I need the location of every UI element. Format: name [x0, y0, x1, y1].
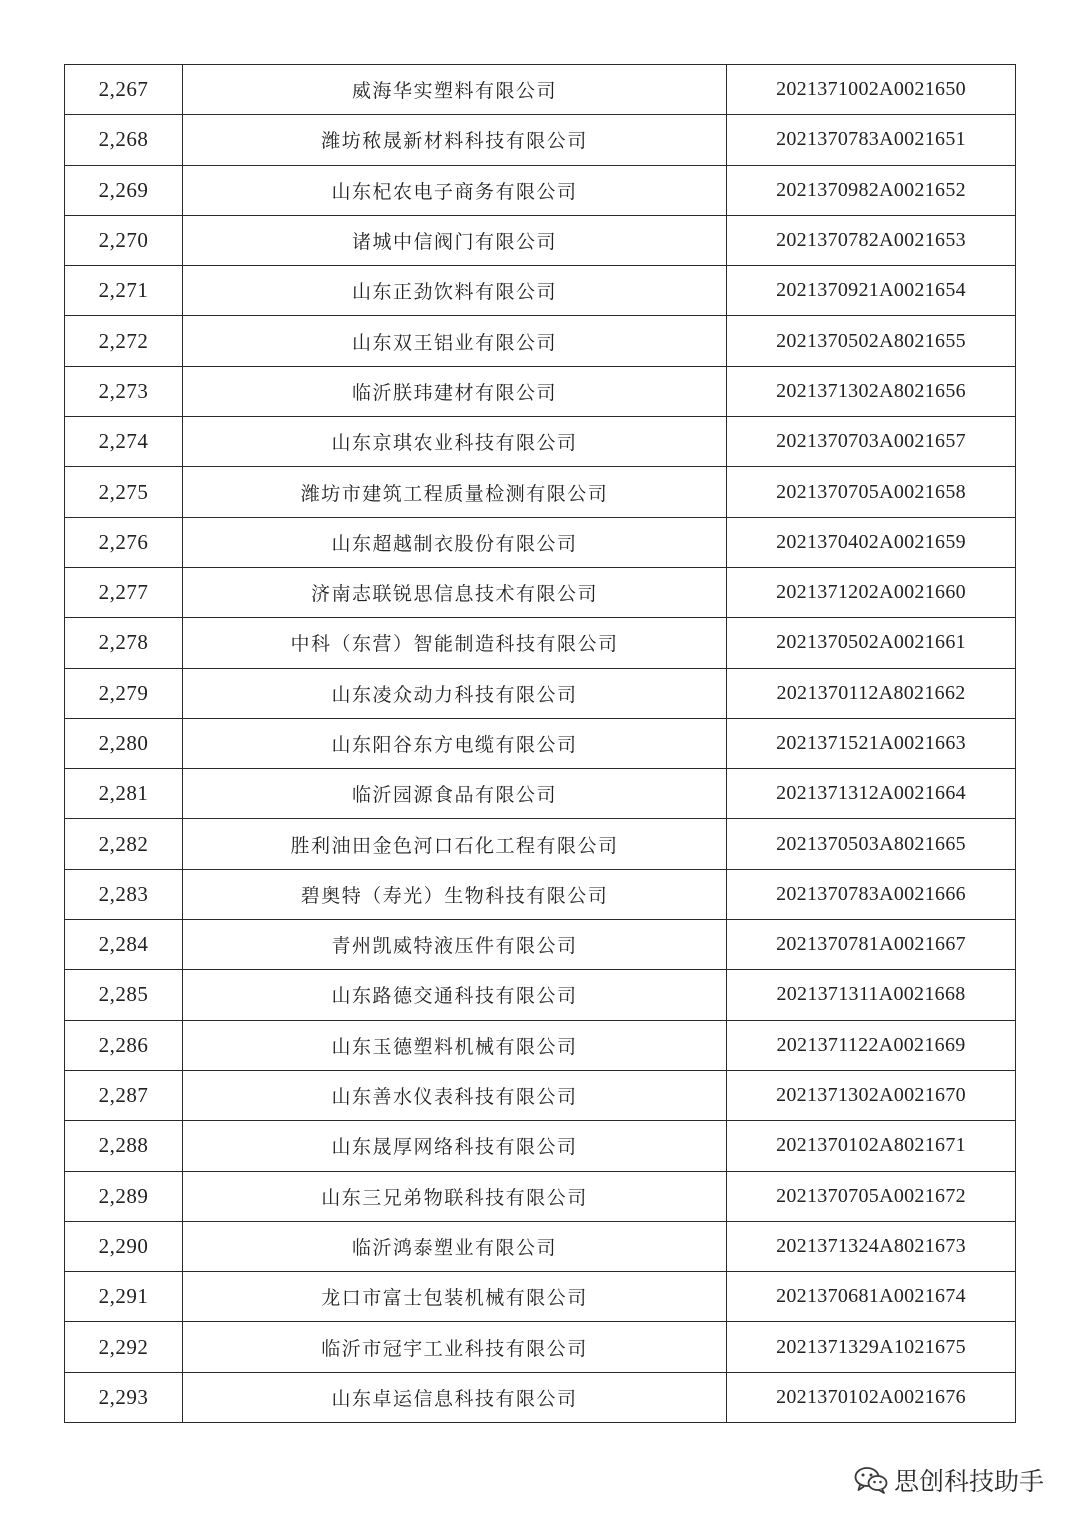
table-row	[65, 668, 1016, 718]
table-row	[65, 567, 1016, 617]
watermark-text: 思创科技助手	[893, 1467, 1044, 1496]
table-row	[65, 1372, 1016, 1422]
row-number: 2,272	[65, 316, 183, 366]
company-name: 济南志联锐思信息技术有限公司	[183, 567, 727, 617]
registration-code: 2021370782A0021653	[727, 215, 1016, 265]
registration-code: 2021370112A8021662	[727, 668, 1016, 718]
table-row	[65, 467, 1016, 517]
table-row	[65, 718, 1016, 768]
registration-code: 2021370681A0021674	[727, 1272, 1016, 1322]
company-name: 胜利油田金色河口石化工程有限公司	[183, 819, 727, 869]
row-number: 2,269	[65, 165, 183, 215]
table-row	[65, 1221, 1016, 1271]
registration-code: 2021370502A8021655	[727, 316, 1016, 366]
registration-code: 2021370102A0021676	[727, 1372, 1016, 1422]
row-number: 2,276	[65, 517, 183, 567]
registration-code: 2021371521A0021663	[727, 718, 1016, 768]
row-number: 2,280	[65, 718, 183, 768]
registration-code: 2021371312A0021664	[727, 769, 1016, 819]
company-name: 山东凌众动力科技有限公司	[183, 668, 727, 718]
row-number: 2,293	[65, 1372, 183, 1422]
registration-code: 2021370783A0021666	[727, 869, 1016, 919]
registration-code: 2021371311A0021668	[727, 970, 1016, 1020]
registration-code: 2021371302A8021656	[727, 366, 1016, 416]
row-number: 2,287	[65, 1070, 183, 1120]
registration-code: 2021371329A1021675	[727, 1322, 1016, 1372]
company-name: 山东善水仪表科技有限公司	[183, 1070, 727, 1120]
table-row	[65, 417, 1016, 467]
company-name: 山东路德交通科技有限公司	[183, 970, 727, 1020]
registration-code: 2021370982A0021652	[727, 165, 1016, 215]
row-number: 2,281	[65, 769, 183, 819]
row-number: 2,290	[65, 1221, 183, 1271]
company-name: 潍坊秾晟新材料科技有限公司	[183, 115, 727, 165]
company-name: 青州凯威特液压件有限公司	[183, 920, 727, 970]
table-row	[65, 517, 1016, 567]
company-name: 碧奥特（寿光）生物科技有限公司	[183, 869, 727, 919]
company-name: 中科（东营）智能制造科技有限公司	[183, 618, 727, 668]
registration-code: 2021371122A0021669	[727, 1020, 1016, 1070]
row-number: 2,279	[65, 668, 183, 718]
table-row	[65, 1121, 1016, 1171]
registration-code: 2021371302A0021670	[727, 1070, 1016, 1120]
registration-code: 2021371324A8021673	[727, 1221, 1016, 1271]
company-name: 山东三兄弟物联科技有限公司	[183, 1171, 727, 1221]
registration-code: 2021370402A0021659	[727, 517, 1016, 567]
row-number: 2,274	[65, 417, 183, 467]
table-row	[65, 920, 1016, 970]
company-name: 诸城中信阀门有限公司	[183, 215, 727, 265]
row-number: 2,277	[65, 567, 183, 617]
table-row	[65, 215, 1016, 265]
table-row	[65, 819, 1016, 869]
company-name: 山东杞农电子商务有限公司	[183, 165, 727, 215]
table-row	[65, 869, 1016, 919]
company-name: 山东玉德塑料机械有限公司	[183, 1020, 727, 1070]
table-row	[65, 970, 1016, 1020]
registration-code: 2021370503A8021665	[727, 819, 1016, 869]
table-row	[65, 115, 1016, 165]
company-name: 山东正劲饮料有限公司	[183, 266, 727, 316]
company-name: 临沂市冠宇工业科技有限公司	[183, 1322, 727, 1372]
table-row	[65, 316, 1016, 366]
row-number: 2,285	[65, 970, 183, 1020]
table-row	[65, 1171, 1016, 1221]
company-name: 山东卓运信息科技有限公司	[183, 1372, 727, 1422]
wechat-icon	[854, 1466, 888, 1494]
company-name: 山东双王铝业有限公司	[183, 316, 727, 366]
row-number: 2,267	[65, 65, 183, 115]
registration-code: 2021370921A0021654	[727, 266, 1016, 316]
registration-code: 2021371002A0021650	[727, 65, 1016, 115]
row-number: 2,271	[65, 266, 183, 316]
registration-code: 2021370705A0021672	[727, 1171, 1016, 1221]
row-number: 2,288	[65, 1121, 183, 1171]
table-row	[65, 1020, 1016, 1070]
company-name: 临沂园源食品有限公司	[183, 769, 727, 819]
table-row	[65, 165, 1016, 215]
company-name: 威海华实塑料有限公司	[183, 65, 727, 115]
company-name: 山东京琪农业科技有限公司	[183, 417, 727, 467]
registration-code: 2021370783A0021651	[727, 115, 1016, 165]
company-name: 山东晟厚网络科技有限公司	[183, 1121, 727, 1171]
table-row	[65, 65, 1016, 115]
table-row	[65, 1070, 1016, 1120]
registration-code: 2021370703A0021657	[727, 417, 1016, 467]
company-list-table	[64, 64, 1016, 1423]
watermark	[854, 1462, 1044, 1498]
row-number: 2,292	[65, 1322, 183, 1372]
registration-code: 2021370781A0021667	[727, 920, 1016, 970]
row-number: 2,273	[65, 366, 183, 416]
company-name: 山东阳谷东方电缆有限公司	[183, 718, 727, 768]
table-row	[65, 266, 1016, 316]
table-row	[65, 366, 1016, 416]
row-number: 2,284	[65, 920, 183, 970]
table-row	[65, 618, 1016, 668]
row-number: 2,289	[65, 1171, 183, 1221]
company-name: 临沂朕玮建材有限公司	[183, 366, 727, 416]
company-name: 临沂鸿泰塑业有限公司	[183, 1221, 727, 1271]
registration-code: 2021370502A0021661	[727, 618, 1016, 668]
company-name: 潍坊市建筑工程质量检测有限公司	[183, 467, 727, 517]
registration-code: 2021370102A8021671	[727, 1121, 1016, 1171]
row-number: 2,270	[65, 215, 183, 265]
company-name: 龙口市富士包装机械有限公司	[183, 1272, 727, 1322]
row-number: 2,268	[65, 115, 183, 165]
company-name: 山东超越制衣股份有限公司	[183, 517, 727, 567]
table-row	[65, 1322, 1016, 1372]
row-number: 2,275	[65, 467, 183, 517]
table-row	[65, 1272, 1016, 1322]
row-number: 2,283	[65, 869, 183, 919]
registration-code: 2021370705A0021658	[727, 467, 1016, 517]
row-number: 2,291	[65, 1272, 183, 1322]
row-number: 2,282	[65, 819, 183, 869]
table-body	[65, 65, 1016, 1423]
table-row	[65, 769, 1016, 819]
row-number: 2,278	[65, 618, 183, 668]
registration-code: 2021371202A0021660	[727, 567, 1016, 617]
row-number: 2,286	[65, 1020, 183, 1070]
